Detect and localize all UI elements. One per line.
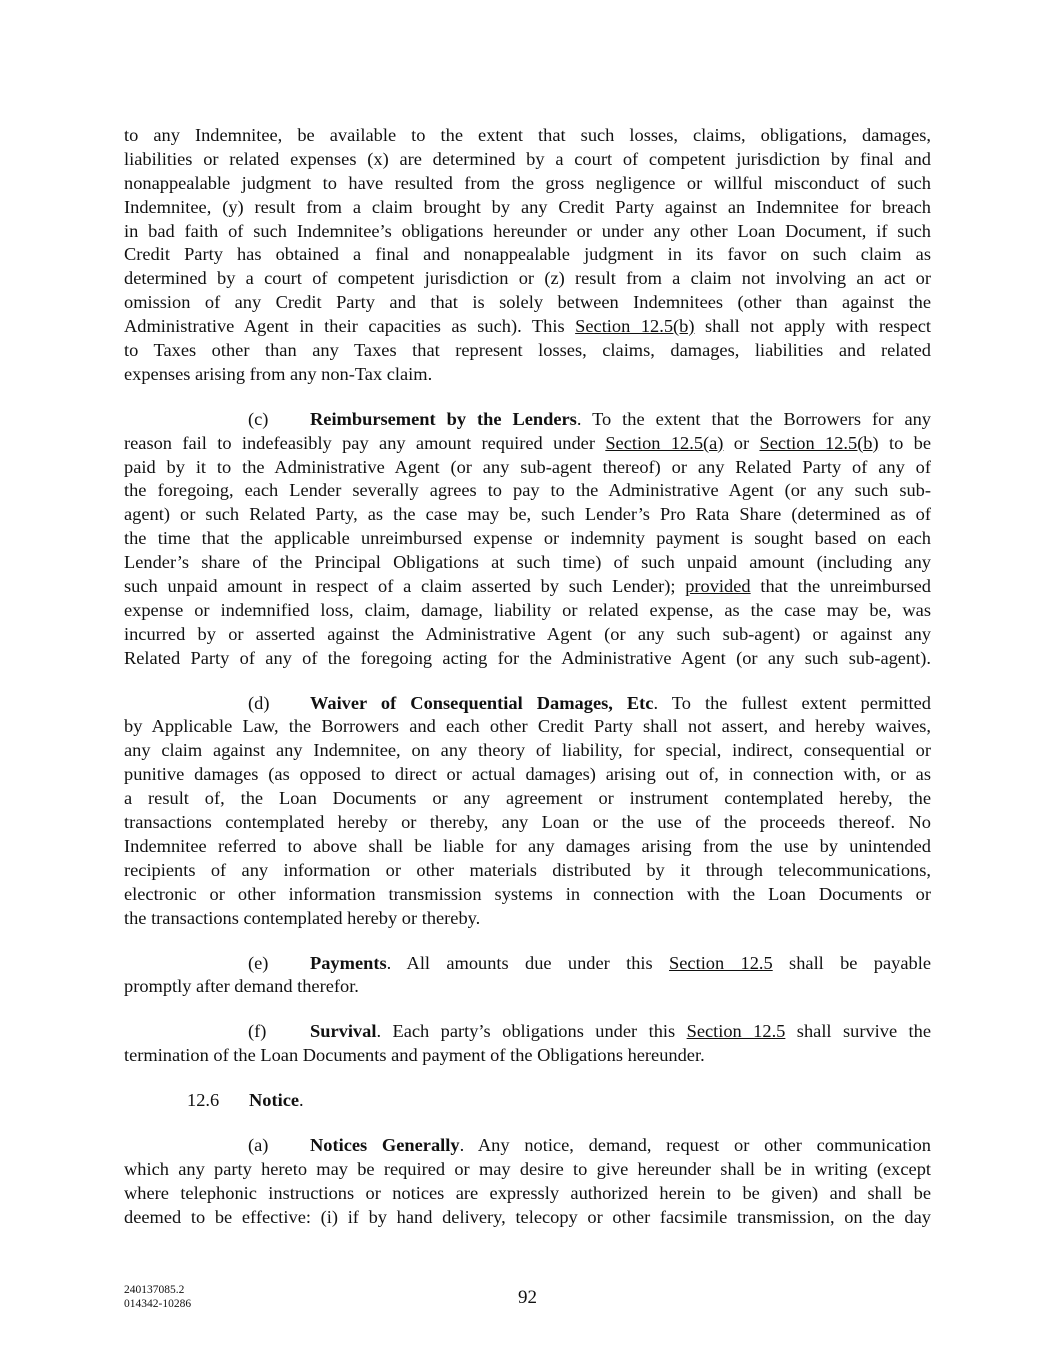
- section-12-6-heading: [124, 1089, 931, 1113]
- text-line: to Taxes other than any Taxes that represent losses, claims, damages, liabilities and related: [124, 340, 931, 361]
- section-reference: Section 12.5(b): [759, 432, 879, 453]
- text-line: Indemnitee, (y) result from a claim brought by any Credit Party against an Indemnitee for breach: [124, 196, 931, 217]
- text-line: recipients of any information or other materials distributed by it through telecommunications,: [124, 859, 931, 880]
- text-line: Indemnitee referred to above shall be liable for any damages arising from the use by unintended: [124, 835, 931, 856]
- clause-heading: Reimbursement by the Lenders: [310, 408, 577, 429]
- text-line: punitive damages (as opposed to direct or actual damages) arising out of, in connection with, or as: [124, 764, 931, 785]
- text-line: omission of any Credit Party and that is solely between Indemnitees (other than against the: [124, 292, 931, 313]
- text-line: the transactions contemplated hereby or thereby.: [124, 907, 481, 928]
- text-line: deemed to be effective: (i) if by hand delivery, telecopy or other facsimile transmission, on the day: [124, 1206, 931, 1227]
- section-number: 12.6: [187, 1090, 220, 1111]
- text-line: paid by it to the Administrative Agent (or any sub-agent thereof) or any Related Party of any of: [124, 456, 931, 477]
- clause-label: (d): [248, 692, 270, 713]
- clause-heading: Notices Generally: [310, 1134, 460, 1155]
- paragraph-e: [124, 952, 931, 1000]
- text-line: Related Party of any of the foregoing acting for the Administrative Agent (or any such sub-agent).: [124, 647, 931, 668]
- text-line: transactions contemplated hereby or thereby, any Loan or the use of the proceeds thereof. No: [124, 812, 931, 833]
- section-heading: Notice: [249, 1090, 300, 1111]
- clause-heading: Payments: [310, 952, 387, 973]
- section-reference: Section 12.5(a): [605, 432, 724, 453]
- text-line: (c) Reimbursement by the Lenders. To the extent that the Borrowers for any: [124, 408, 931, 432]
- section-reference: Section 12.5: [686, 1021, 786, 1042]
- text-line: termination of the Loan Documents and payment of the Obligations hereunder.: [124, 1045, 705, 1066]
- text-line: the foregoing, each Lender severally agrees to pay to the Administrative Agent (or any such sub-: [124, 480, 931, 501]
- text-line: the time that the applicable unreimbursed expense or indemnity payment is sought based on each: [124, 528, 931, 549]
- text-line: (e) Payments. All amounts due under this Section 12.5 shall be payable: [124, 952, 931, 976]
- paragraph-f: [124, 1020, 931, 1068]
- document-id-line-1: 240137085.2: [124, 1284, 185, 1296]
- defined-term: provided: [685, 576, 751, 597]
- paragraph-c: [124, 408, 931, 671]
- text-line: which any party hereto may be required or may desire to give hereunder shall be in writing (except: [124, 1158, 931, 1179]
- text-line: electronic or other information transmission systems in connection with the Loan Documents or: [124, 883, 931, 904]
- text-line: determined by a court of competent jurisdiction or (z) result from a claim not involving an act or: [124, 268, 931, 289]
- text-line: nonappealable judgment to have resulted from the gross negligence or willful misconduct of such: [124, 172, 931, 193]
- clause-heading: Survival: [310, 1021, 377, 1042]
- paragraph-d: [124, 692, 931, 931]
- text-line: (d) Waiver of Consequential Damages, Etc. To the fullest extent permitted: [124, 692, 931, 716]
- text-line: Administrative Agent in their capacities as such). This Section 12.5(b) shall not apply with respect: [124, 316, 931, 337]
- text-line: to any Indemnitee, be available to the extent that such losses, claims, obligations, damages,: [124, 125, 931, 145]
- text-line: Credit Party has obtained a final and nonappealable judgment in its favor on such claim as: [124, 244, 931, 265]
- text-line: in bad faith of such Indemnitee’s obligations hereunder or under any other Loan Document, if such: [124, 220, 931, 241]
- clause-label: (c): [248, 408, 269, 429]
- page-number: 92: [518, 1287, 537, 1308]
- text-line: by Applicable Law, the Borrowers and each other Credit Party shall not assert, and hereby waives,: [124, 716, 931, 737]
- text-line: agent) or such Related Party, as the case may be, such Lender’s Pro Rata Share (determined as of: [124, 504, 931, 525]
- document-id-line-2: 014342-10286: [124, 1298, 192, 1310]
- text-line: Lender’s share of the Principal Obligations at such time) of such unpaid amount (including any: [124, 552, 931, 573]
- text-line: expenses arising from any non-Tax claim.: [124, 363, 433, 384]
- text-line: where telephonic instructions or notices are expressly authorized herein to be given) and shall be: [124, 1182, 931, 1203]
- text-line: expense or indemnified loss, claim, damage, liability or related expense, as the case may be, was: [124, 599, 931, 620]
- text-line: promptly after demand therefor.: [124, 976, 359, 997]
- document-body: [124, 124, 931, 1230]
- text-line: reason fail to indefeasibly pay any amount required under Section 12.5(a) or Section 12.5(b) to be: [124, 432, 932, 453]
- clause-heading: Waiver of Consequential Damages, Etc: [310, 692, 654, 713]
- section-reference: Section 12.5: [669, 952, 773, 973]
- paragraph-b-continuation: [124, 124, 931, 387]
- text-line: liabilities or related expenses (x) are determined by a court of competent jurisdiction by final and: [124, 148, 931, 169]
- text-line: (a) Notices Generally. Any notice, demand, request or other communication: [124, 1134, 931, 1158]
- text-line: a result of, the Loan Documents or any agreement or instrument contemplated hereby, the: [124, 788, 931, 809]
- text-line: (f) Survival. Each party’s obligations under this Section 12.5 shall survive the: [124, 1020, 931, 1044]
- text-line: such unpaid amount in respect of a claim asserted by such Lender); provided that the unreimbursed: [124, 576, 931, 597]
- clause-label: (a): [248, 1134, 269, 1155]
- text-line: incurred by or asserted against the Administrative Agent (or any such sub-agent) or against any: [124, 623, 931, 644]
- section-reference: Section 12.5(b): [575, 316, 695, 337]
- text-line: 12.6 Notice.: [124, 1089, 931, 1113]
- paragraph-a: [124, 1134, 931, 1230]
- text-line: any claim against any Indemnitee, on any theory of liability, for special, indirect, consequential or: [124, 740, 931, 761]
- clause-label: (e): [248, 952, 269, 973]
- clause-label: (f): [248, 1021, 267, 1042]
